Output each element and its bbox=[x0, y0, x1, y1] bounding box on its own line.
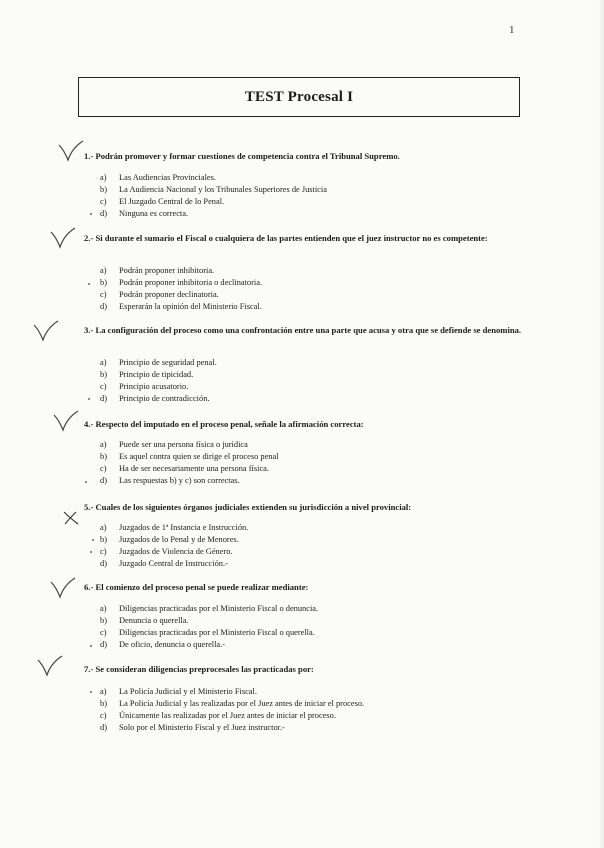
option-letter: a) bbox=[100, 440, 107, 449]
option-1-a bbox=[90, 172, 520, 184]
pencil-dot-mark bbox=[90, 645, 92, 647]
pencil-dot-mark bbox=[88, 398, 90, 400]
option-text: Podrán proponer inhibitoria. bbox=[119, 266, 215, 275]
option-4-d bbox=[90, 475, 520, 487]
question-text: 4.- Respecto del imputado en el proceso penal, señale la afirmación correcta: bbox=[84, 419, 364, 429]
option-7-b bbox=[90, 698, 520, 710]
option-text: Juzgados de lo Penal y de Menores. bbox=[119, 535, 239, 544]
option-7-a bbox=[90, 686, 520, 698]
option-letter: a) bbox=[100, 604, 107, 613]
option-6-c bbox=[90, 627, 520, 639]
option-letter: c) bbox=[100, 711, 107, 720]
option-letter: b) bbox=[100, 699, 107, 708]
option-text: Solo por el Ministerio Fiscal y el Juez instructor.- bbox=[119, 723, 285, 732]
option-letter: a) bbox=[100, 523, 107, 532]
option-text: Denuncia o querella. bbox=[119, 616, 189, 625]
option-6-d bbox=[90, 639, 520, 651]
handwritten-check-icon bbox=[50, 227, 76, 249]
pencil-dot-mark bbox=[88, 283, 90, 285]
option-letter: c) bbox=[100, 628, 107, 637]
option-text: Únicamente las realizadas por el Juez antes de iniciar el proceso. bbox=[119, 711, 336, 720]
option-letter: d) bbox=[100, 302, 107, 311]
option-text: Ninguna es correcta. bbox=[119, 209, 189, 218]
question-text: 2.- Si durante el sumario el Fiscal o cualquiera de las partes entienden que el juez instructor no es competente: bbox=[84, 233, 488, 243]
option-text: La Policía Judicial y el Ministerio Fiscal. bbox=[119, 687, 257, 696]
handwritten-check-icon bbox=[33, 320, 59, 342]
option-4-c bbox=[90, 463, 520, 475]
option-letter: c) bbox=[100, 290, 107, 299]
option-letter: a) bbox=[100, 173, 107, 182]
option-text: Principio de tipicidad. bbox=[119, 370, 194, 379]
option-letter: a) bbox=[100, 266, 107, 275]
option-letter: d) bbox=[100, 394, 107, 403]
page-title: TEST Procesal I bbox=[244, 88, 354, 105]
option-7-d bbox=[90, 722, 520, 734]
option-text: Principio acusatorio. bbox=[119, 382, 189, 391]
option-text: Principio de contradicción. bbox=[119, 394, 210, 403]
option-letter: d) bbox=[100, 476, 107, 485]
question-text: 1.- Podrán promover y formar cuestiones de competencia contra el Tribunal Supremo. bbox=[84, 151, 400, 161]
option-1-d bbox=[90, 208, 520, 220]
option-letter: c) bbox=[100, 197, 107, 206]
option-text: Juzgados de 1ª Instancia e Instrucción. bbox=[119, 523, 249, 532]
option-text: Podrán proponer inhibitoria o declinatoria. bbox=[119, 278, 263, 287]
option-text: Principio de seguridad penal. bbox=[119, 358, 217, 367]
option-text: Las Audiencias Provinciales. bbox=[119, 173, 216, 182]
option-text: Es aquel contra quien se dirige el proceso penal bbox=[119, 452, 279, 461]
option-4-b bbox=[90, 451, 520, 463]
option-5-d bbox=[90, 558, 520, 570]
option-2-b bbox=[90, 277, 520, 289]
question-text: 7.- Se consideran diligencias preprocesales las practicadas por: bbox=[84, 664, 314, 674]
option-letter: a) bbox=[100, 358, 107, 367]
option-letter: b) bbox=[100, 452, 107, 461]
option-5-b bbox=[90, 534, 520, 546]
option-4-a bbox=[90, 439, 520, 451]
pencil-dot-mark bbox=[90, 691, 92, 693]
option-5-a bbox=[90, 522, 520, 534]
option-2-d bbox=[90, 301, 520, 313]
option-text: Podrán proponer declinatoria. bbox=[119, 290, 219, 299]
scan-edge-shadow bbox=[598, 0, 604, 848]
option-2-a bbox=[90, 265, 520, 277]
handwritten-cross-icon bbox=[62, 510, 80, 526]
option-text: El Juzgado Central de lo Penal. bbox=[119, 197, 225, 206]
option-3-c bbox=[90, 381, 520, 393]
option-letter: a) bbox=[100, 687, 107, 696]
option-letter: b) bbox=[100, 535, 107, 544]
pencil-dot-mark bbox=[85, 481, 87, 483]
option-letter: b) bbox=[100, 370, 107, 379]
option-letter: d) bbox=[100, 559, 107, 568]
option-text: De oficio, denuncia o querella.- bbox=[119, 640, 226, 649]
option-3-d bbox=[90, 393, 520, 405]
option-text: Las respuestas b) y c) son correctas. bbox=[119, 476, 240, 485]
option-text: La Audiencia Nacional y los Tribunales Superiores de Justicia bbox=[119, 185, 327, 194]
option-text: Juzgado Central de Instrucción.- bbox=[119, 559, 228, 568]
option-letter: d) bbox=[100, 723, 107, 732]
pencil-dot-mark bbox=[90, 551, 92, 553]
option-letter: c) bbox=[100, 464, 107, 473]
pencil-dot-mark bbox=[90, 213, 92, 215]
option-6-b bbox=[90, 615, 520, 627]
option-2-c bbox=[90, 289, 520, 301]
handwritten-check-icon bbox=[50, 577, 76, 599]
option-text: Puede ser una persona física o jurídica bbox=[119, 440, 248, 449]
option-text: La Policía Judicial y las realizadas por el Juez antes de iniciar el proceso. bbox=[119, 699, 365, 708]
option-text: Esperarán la opinión del Ministerio Fiscal. bbox=[119, 302, 262, 311]
option-text: Diligencias practicadas por el Ministerio Fiscal o denuncia. bbox=[119, 604, 319, 613]
option-letter: d) bbox=[100, 640, 107, 649]
option-1-b bbox=[90, 184, 520, 196]
page-number: 1 bbox=[509, 24, 515, 36]
option-7-c bbox=[90, 710, 520, 722]
option-text: Ha de ser necesariamente una persona física. bbox=[119, 464, 269, 473]
option-3-a bbox=[90, 357, 520, 369]
option-letter: c) bbox=[100, 382, 107, 391]
question-text: 5.- Cuales de los siguientes órganos judiciales extienden su jurisdicción a nivel provincial: bbox=[84, 502, 412, 512]
option-6-a bbox=[90, 603, 520, 615]
handwritten-check-icon bbox=[53, 410, 79, 432]
handwritten-check-icon bbox=[58, 140, 84, 162]
option-letter: b) bbox=[100, 616, 107, 625]
option-3-b bbox=[90, 369, 520, 381]
handwritten-check-icon bbox=[37, 655, 63, 677]
option-5-c bbox=[90, 546, 520, 558]
question-text: 6.- El comienzo del proceso penal se puede realizar mediante: bbox=[84, 582, 309, 592]
option-letter: b) bbox=[100, 278, 107, 287]
question-text: 3.- La configuración del proceso como una confrontación entre una parte que acusa y otra que se defiende se denomina. bbox=[84, 325, 522, 335]
option-1-c bbox=[90, 196, 520, 208]
option-letter: b) bbox=[100, 185, 107, 194]
option-letter: c) bbox=[100, 547, 107, 556]
pencil-dot-mark bbox=[92, 539, 94, 541]
option-letter: d) bbox=[100, 209, 107, 218]
option-text: Juzgados de Violencia de Género. bbox=[119, 547, 233, 556]
option-text: Diligencias practicadas por el Ministerio Fiscal o querella. bbox=[119, 628, 315, 637]
